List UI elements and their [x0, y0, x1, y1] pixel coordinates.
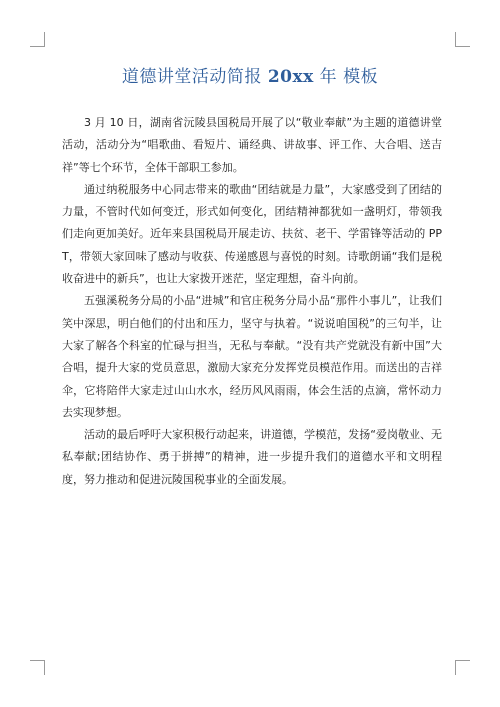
crop-mark-top-right	[455, 32, 470, 47]
crop-mark-bottom-right	[455, 660, 470, 675]
paragraph-1: 3 月 10 日，湖南省沅陵县国税局开展了以“敬业奉献”为主题的道德讲堂活动，活动分为“唱歌曲、看短片、诵经典、讲故事、评工作、大合唱、送吉祥”等七个环节，全体干部职工参加。	[62, 116, 442, 174]
crop-mark-top-left	[30, 32, 45, 47]
paragraph-3: 五强溪税务分局的小品“进城”和官庄税务分局小品“那件小事儿”，让我们笑中深思，明白他们的付出和压力，坚守与执着。“说说咱国税”的三句半，让大家了解各个科室的忙碌与担当，无私与奉献。“没有共产党就没有新中国”大合唱，提升大家的党员意思，激励大家充分发挥党员模范作用。而送出的吉祥伞，它将陪伴大家走过山山水水，经历风风雨雨，体会生活的点滴，常怀动力去实现梦想。	[62, 294, 442, 419]
title-prefix: 道德讲堂活动简报	[121, 67, 268, 87]
paragraph-2: 通过纳税服务中心同志带来的歌曲“团结就是力量”，大家感受到了团结的力量，不管时代如何变迁，形式如何变化，团结精神都犹如一盏明灯，带领我们走向更加美好。近年来县国税局开展走访、扶贫、老干、学雷锋等活动的 PPT，带领大家回味了感动与收获、传递感恩与喜悦的时刻。诗歌朗诵“我们是税收奋进中的新兵”，也让大家拨开迷茫，坚定理想，奋斗向前。	[62, 182, 442, 286]
title-year: 20xx	[267, 67, 314, 87]
title-suffix: 年 模板	[313, 67, 379, 87]
crop-mark-bottom-left	[30, 660, 45, 675]
document-title	[0, 62, 500, 87]
paragraph-4: 活动的最后呼吁大家积极行动起来，讲道德，学模范，发扬“爱岗敬业、无私奉献;团结协作、勇于拼搏”的精神，进一步提升我们的道德水平和文明程度，努力推动和促进沅陵国税事业的全面发展。	[62, 428, 442, 486]
document-body	[62, 112, 442, 491]
